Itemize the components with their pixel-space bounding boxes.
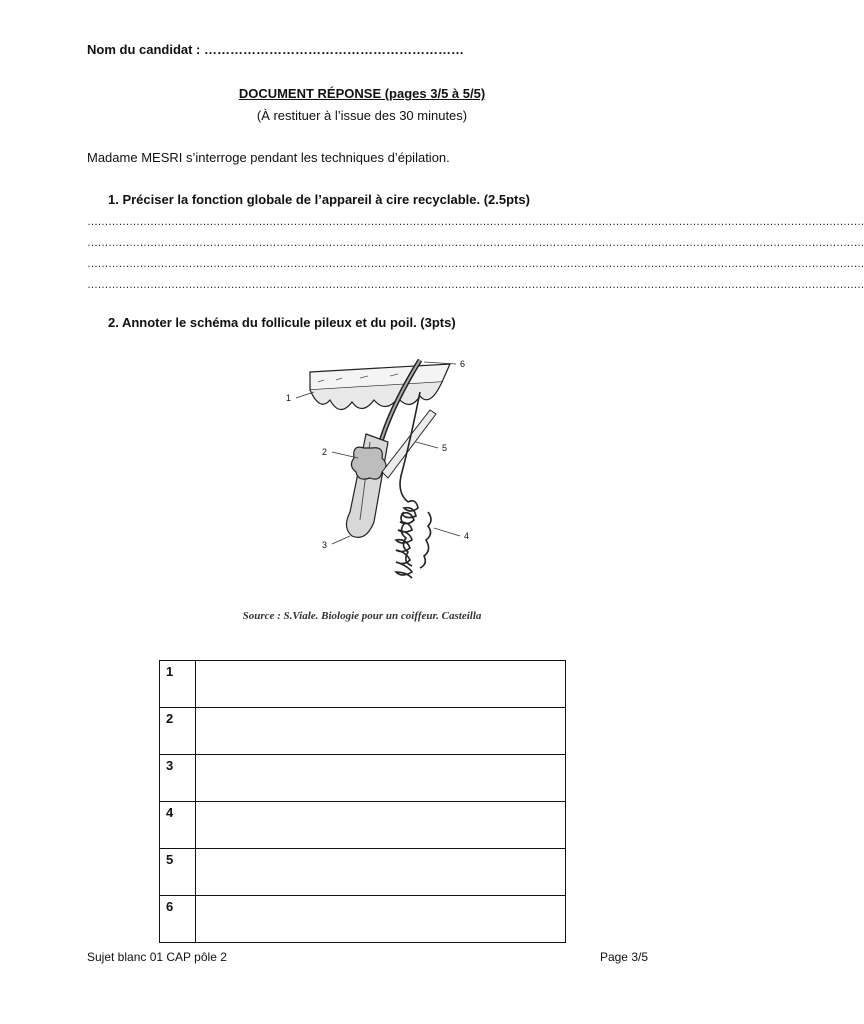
row-number: 3 bbox=[160, 755, 196, 802]
answer-cell[interactable] bbox=[196, 755, 566, 802]
footer-subject: Sujet blanc 01 CAP pôle 2 bbox=[87, 950, 227, 964]
answer-line-2[interactable]: …………………………………………………………………………………………………………………………………………………………………………………………………… bbox=[87, 237, 864, 249]
document-subtitle: (À restituer à l’issue des 30 minutes) bbox=[256, 108, 468, 123]
answer-cell[interactable] bbox=[196, 896, 566, 943]
question-2: 2. Annoter le schéma du follicule pileux et du poil. (3pts) bbox=[108, 315, 456, 330]
answer-line-4[interactable]: …………………………………………………………………………………………………………………………………………………………………………………………………… bbox=[87, 279, 864, 291]
table-row bbox=[160, 755, 566, 802]
row-number: 6 bbox=[160, 896, 196, 943]
diagram-label-2: 2 bbox=[322, 447, 328, 457]
intro-text: Madame MESRI s’interroge pendant les techniques d’épilation. bbox=[87, 150, 450, 165]
diagram-label-3: 3 bbox=[322, 540, 328, 550]
answer-line-1[interactable]: …………………………………………………………………………………………………………………………………………………………………………………………………… bbox=[87, 216, 864, 228]
table-row bbox=[160, 896, 566, 943]
table-row bbox=[160, 849, 566, 896]
row-number: 4 bbox=[160, 802, 196, 849]
answer-cell[interactable] bbox=[196, 849, 566, 896]
question-1: 1. Préciser la fonction globale de l’appareil à cire recyclable. (2.5pts) bbox=[108, 192, 530, 207]
diagram-label-1: 1 bbox=[286, 393, 292, 403]
candidate-name-label: Nom du candidat : …………………………………………………… bbox=[87, 42, 464, 57]
table-row bbox=[160, 661, 566, 708]
annotation-table bbox=[159, 660, 566, 943]
row-number: 2 bbox=[160, 708, 196, 755]
figure-source: Source : S.Viale. Biologie pour un coiffeur. Casteilla bbox=[242, 610, 482, 622]
hair-follicle-diagram bbox=[270, 352, 510, 602]
answer-cell[interactable] bbox=[196, 661, 566, 708]
skin-block bbox=[310, 364, 450, 410]
answer-cell[interactable] bbox=[196, 802, 566, 849]
answer-line-3[interactable]: …………………………………………………………………………………………………………………………………………………………………………………………………… bbox=[87, 258, 864, 270]
table-row bbox=[160, 708, 566, 755]
row-number: 5 bbox=[160, 849, 196, 896]
footer-page-number: Page 3/5 bbox=[599, 950, 648, 964]
diagram-label-4: 4 bbox=[464, 531, 470, 541]
diagram-label-6: 6 bbox=[460, 359, 466, 369]
sebaceous-gland bbox=[351, 447, 386, 479]
row-number: 1 bbox=[160, 661, 196, 708]
answer-cell[interactable] bbox=[196, 708, 566, 755]
document-title: DOCUMENT RÉPONSE (pages 3/5 à 5/5) bbox=[238, 86, 486, 101]
diagram-label-5: 5 bbox=[442, 443, 448, 453]
table-row bbox=[160, 802, 566, 849]
